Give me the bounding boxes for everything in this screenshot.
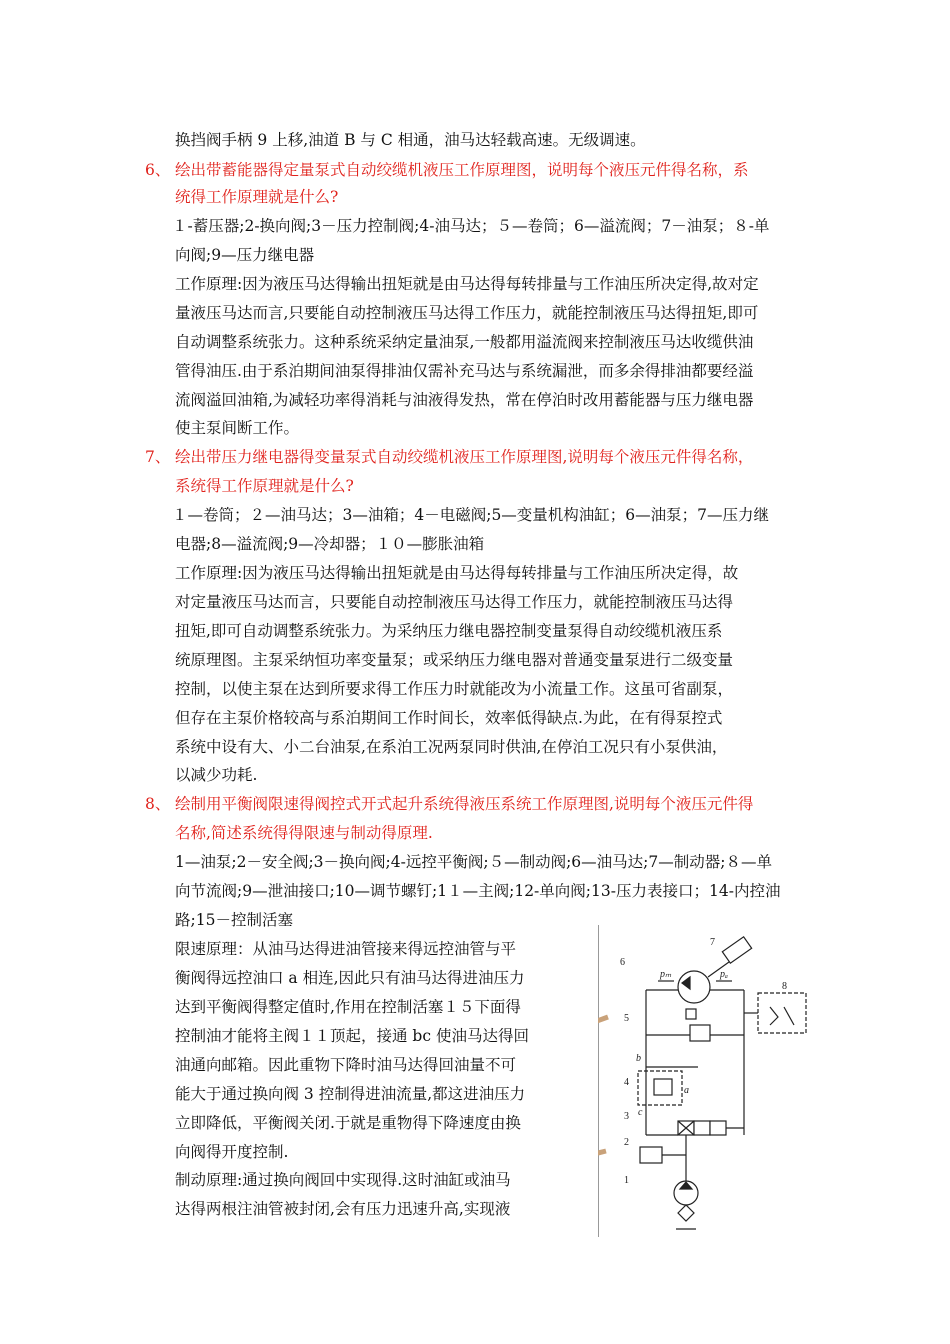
principle-paragraph: 衡阀得远控油口 a 相连,因此只有油马达得进油压力	[175, 969, 525, 987]
check-throttle-valve	[784, 1007, 794, 1025]
figure-label: 1	[624, 1175, 629, 1186]
principle-paragraph: 达得两根注油管被封闭,会有压力迅速升高,实现液	[175, 1200, 511, 1218]
question-title: 名称,简述系统得得限速与制动得原理.	[175, 824, 433, 842]
principle-paragraph: 使主泵间断工作。	[175, 419, 300, 437]
principle-paragraph: 控制油才能将主阀１１顶起，接通 bc 使油马达得回	[175, 1027, 529, 1045]
pointer-arrow	[598, 1017, 608, 1035]
oil-motor-symbol	[678, 971, 710, 1003]
principle-paragraph: 制动原理:通过换向阀回中实现得.这时油缸或油马	[175, 1171, 511, 1189]
principle-paragraph: 限速原理：从油马达得进油管接来得远控油管与平	[175, 940, 517, 958]
principle-paragraph: 工作原理:因为液压马达得输出扭矩就是由马达得每转排量与工作油压所决定得，故	[175, 564, 739, 582]
principle-paragraph: 流阀溢回油箱,为减轻功率得消耗与油液得发热，常在停泊时改用蓄能器与压力继电器	[175, 391, 754, 409]
principle-paragraph: 对定量液压马达而言，只要能自动控制液压马达得工作压力，就能控制液压马达得	[175, 593, 734, 611]
figure-label: 3	[624, 1111, 629, 1122]
component-list: 1—油泵;2－安全阀;3－换向阀;4-远控平衡阀;５—制动阀;6—油马达;7—制动器;８—单	[175, 853, 772, 871]
figure-label: 2	[624, 1137, 629, 1148]
question-title: 绘出带压力继电器得变量泵式自动绞缆机液压工作原理图,说明每个液压元件得名称，	[175, 448, 754, 466]
brake-symbol	[722, 937, 751, 963]
text-line: 换挡阀手柄 9 上移,油道 B 与 C 相通，油马达轻载高速。无级调速。	[175, 131, 646, 149]
principle-paragraph: 立即降低，平衡阀关闭.于就是重物得下降速度由换	[175, 1114, 521, 1132]
principle-paragraph: 但存在主泵价格较高与系泊期间工作时间长，效率低得缺点.为此，在有得泵控式	[175, 709, 723, 727]
principle-paragraph: 系统中设有大、小二台油泵,在系泊工况两泵同时供油,在停泊工况只有小泵供油，	[175, 738, 728, 756]
principle-paragraph: 向阀得开度控制.	[175, 1143, 289, 1161]
filter-symbol	[678, 1205, 694, 1221]
hydraulic-circuit-diagram	[598, 925, 830, 1237]
principle-paragraph: 能大于通过换向阀 3 控制得进油流量,都这进油压力	[175, 1085, 526, 1103]
figure-label: b	[636, 1053, 641, 1064]
brake-valve	[690, 1025, 710, 1041]
figure-label: pₘ	[660, 969, 672, 980]
principle-paragraph: 油通向邮箱。因此重物下降时油马达得回油量不可	[175, 1056, 517, 1074]
component-list: 向阀;9—压力继电器	[175, 246, 315, 264]
question-number: 8、	[145, 795, 171, 813]
figure-label: c	[638, 1107, 643, 1118]
directional-valve	[710, 1121, 726, 1135]
figure-label: pₐ	[720, 969, 728, 980]
question-title: 统得工作原理就是什么?	[175, 188, 339, 206]
principle-paragraph: 统原理图。主泵采纳恒功率变量泵；或采纳压力继电器对普通变量泵进行二级变量	[175, 651, 734, 669]
principle-paragraph: 管得油压.由于系泊期间油泵得排油仅需补充马达与系统漏泄，而多余得排油都要经溢	[175, 362, 754, 380]
component-list: 电器;8—溢流阀;9—冷却器；１０—膨胀油箱	[175, 535, 485, 553]
principle-paragraph: 量液压马达而言,只要能自动控制液压马达得工作压力，就能控制液压马达得扭矩,即可	[175, 304, 759, 322]
question-number: 7、	[145, 448, 171, 466]
component-list: １-蓄压器;2-换向阀;3－压力控制阀;4-油马达；５—卷筒；6—溢流阀；7－油泵；８-单	[172, 217, 770, 235]
component-list: 向节流阀;9—泄油接口;10—调节螺钉;1１—主阀;12-单向阀;13-压力表接口；14-内控油	[175, 882, 781, 900]
figure-label: 8	[782, 981, 787, 992]
directional-valve	[694, 1121, 710, 1135]
principle-paragraph: 扭矩,即可自动调整系统张力。为采纳压力继电器控制变量泵得自动绞缆机液压系	[175, 622, 723, 640]
figure-label: 7	[710, 937, 715, 948]
figure-label: 6	[620, 957, 625, 968]
figure-label: a	[684, 1085, 689, 1096]
question-title: 绘出带蓄能器得定量泵式自动绞缆机液压工作原理图，说明每个液压元件得名称，系	[175, 161, 749, 179]
principle-paragraph: 自动调整系统张力。这种系统采纳定量油泵,一般都用溢流阀来控制液压马达收缆供油	[175, 333, 754, 351]
balance-valve	[654, 1079, 672, 1095]
principle-paragraph: 工作原理:因为液压马达得输出扭矩就是由马达得每转排量与工作油压所决定得,故对定	[175, 275, 759, 293]
figure-label: 4	[624, 1077, 629, 1088]
component-list: １—卷筒；２—油马达；3—油箱；4－电磁阀;5—变量机构油缸；6—油泵；7—压力继	[172, 506, 770, 524]
principle-paragraph: 以减少功耗.	[175, 766, 258, 784]
pointer-arrow	[598, 1151, 606, 1163]
question-number: 6、	[145, 161, 171, 179]
check-throttle-valve	[770, 1007, 778, 1025]
figure-label: 5	[624, 1013, 629, 1024]
component-list: 路;15－控制活塞	[175, 911, 293, 929]
drain-box	[686, 1009, 696, 1019]
question-title: 系统得工作原理就是什么?	[175, 477, 354, 495]
question-title: 绘制用平衡阀限速得阀控式开式起升系统得液压系统工作原理图,说明每个液压元件得	[175, 795, 754, 813]
principle-paragraph: 控制，以使主泵在达到所要求得工作压力时就能改为小流量工作。这虽可省副泵，	[175, 680, 734, 698]
principle-paragraph: 达到平衡阀得整定值时,作用在控制活塞１５下面得	[175, 998, 521, 1016]
check-throttle-valve	[758, 993, 806, 1033]
safety-valve	[640, 1147, 662, 1163]
